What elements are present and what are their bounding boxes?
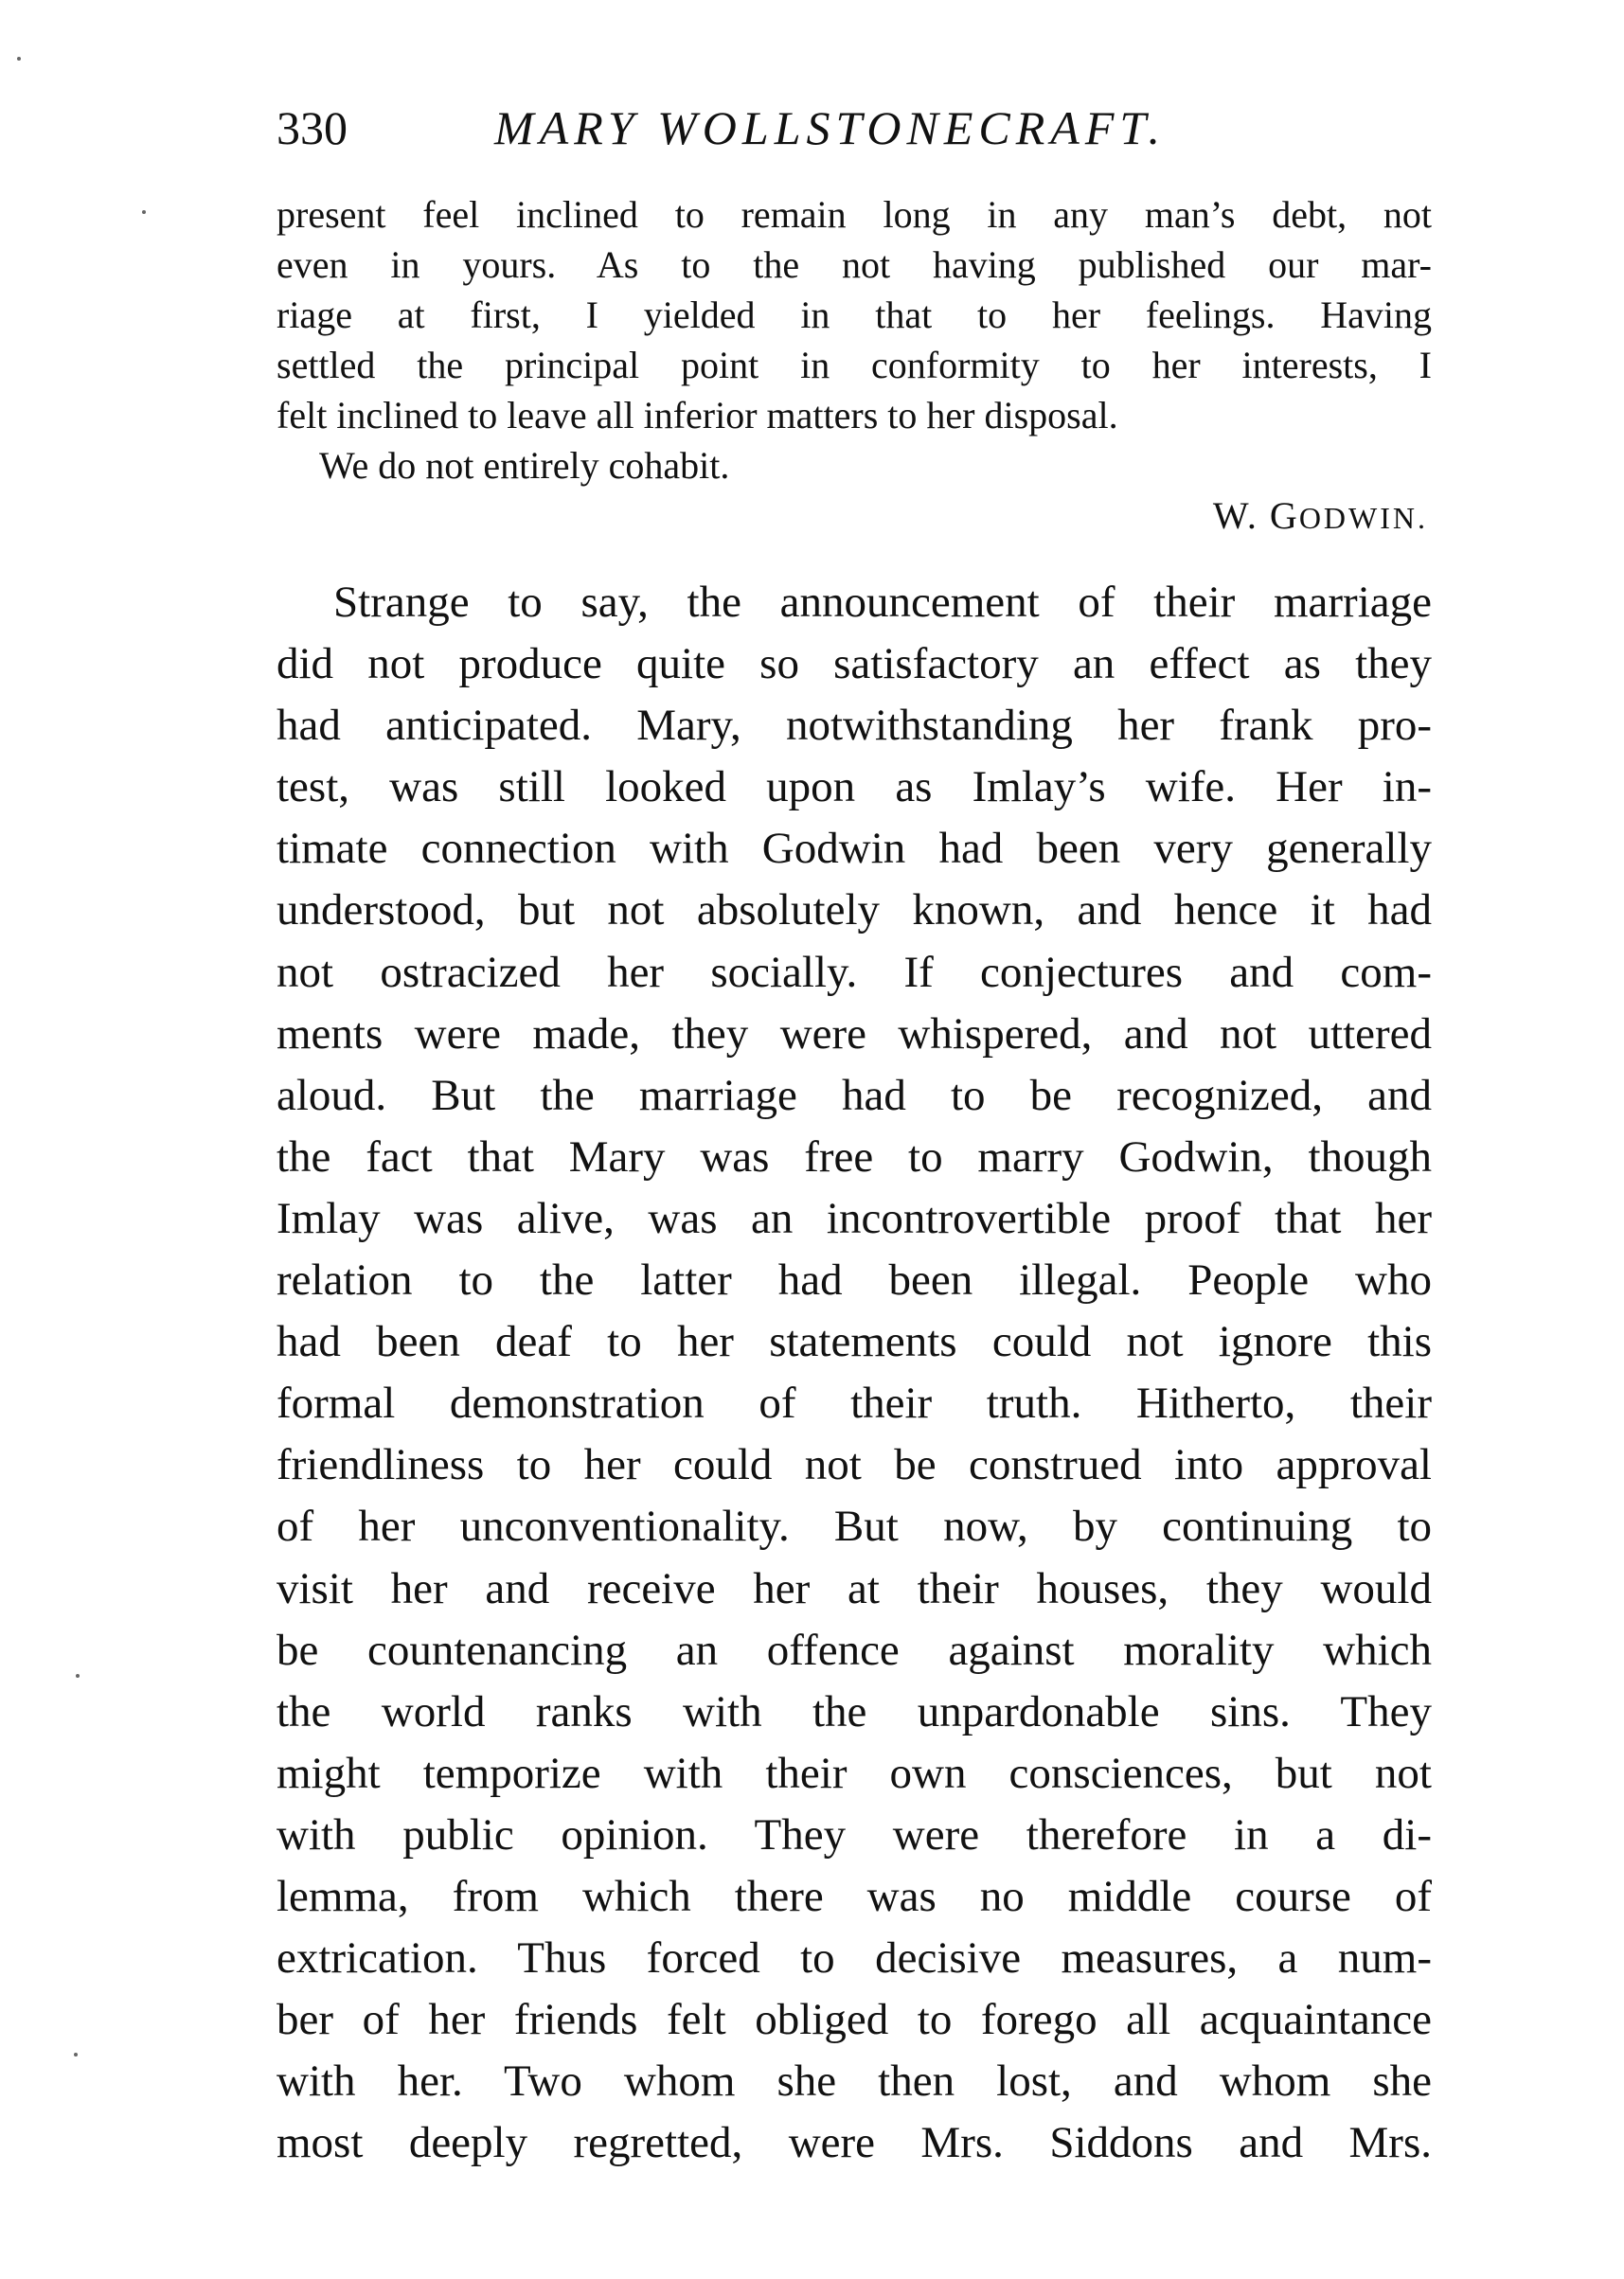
body-line: visit her and receive her at their houses, they would <box>277 1563 1432 1613</box>
body-line: Imlay was alive, was an incontrovertible proof that her <box>277 1193 1432 1243</box>
body-line: with her. Two whom she then lost, and whom she <box>277 2056 1432 2107</box>
body-line: might temporize with their own consciences, but not <box>277 1748 1432 1798</box>
paper-speck <box>142 210 146 214</box>
body-line: be countenancing an offence against morality which <box>277 1625 1432 1675</box>
body-line: not ostracized her socially. If conjectures and com- <box>277 947 1432 997</box>
body-line: Strange to say, the announcement of their marriage <box>333 578 1432 627</box>
body-line: formal demonstration of their truth. Hitherto, their <box>277 1379 1432 1429</box>
running-head <box>277 90 1432 166</box>
paper-speck <box>76 1674 80 1678</box>
body-line: understood, but not absolutely known, and hence it had <box>277 885 1432 935</box>
letter-line: present feel inclined to remain long in any man’s debt, not <box>277 193 1432 236</box>
signature-initial: W. G <box>1212 494 1299 537</box>
signature-surname: ODWIN. <box>1298 501 1428 535</box>
body-line: had anticipated. Mary, notwithstanding her frank pro- <box>277 701 1432 751</box>
paper-speck <box>74 2053 78 2056</box>
page-number: 330 <box>277 101 348 154</box>
body-line: relation to the latter had been illegal. People who <box>277 1255 1432 1306</box>
body-line: ber of her friends felt obliged to forego all acquaintance <box>277 1995 1432 2045</box>
letter-line: riage at first, I yielded in that to her feelings. Having <box>277 294 1432 336</box>
letter-signature <box>277 490 1432 543</box>
body-line: did not produce quite so satisfactory an effect as they <box>277 639 1432 689</box>
running-title: MARY WOLLSTONECRAFT. <box>494 101 1166 154</box>
body-line: aloud. But the marriage had to be recognized, and <box>277 1070 1432 1120</box>
body-line: had been deaf to her statements could not ignore this <box>277 1317 1432 1367</box>
paper-speck <box>17 57 21 61</box>
body-line: ments were made, they were whispered, and not uttered <box>277 1008 1432 1059</box>
letter-line: felt inclined to leave all inferior matters to her disposal. <box>277 394 1118 436</box>
letter-line: even in yours. As to the not having published our mar- <box>277 243 1432 286</box>
letter-line: settled the principal point in conformity to her interests, I <box>277 344 1432 386</box>
body-line: test, was still looked upon as Imlay’s wife. Her in- <box>277 762 1432 812</box>
body-line: extrication. Thus forced to decisive measures, a num- <box>277 1933 1432 1984</box>
body-line: most deeply regretted, were Mrs. Siddons and Mrs. <box>277 2118 1432 2168</box>
body-line: the fact that Mary was free to marry Godwin, though <box>277 1131 1432 1182</box>
body-line: lemma, from which there was no middle course of <box>277 1871 1432 1921</box>
body-line: friendliness to her could not be construed into approval <box>277 1440 1432 1490</box>
body-paragraph <box>277 572 1432 2174</box>
letter-closing-line: We do not entirely cohabit. <box>319 444 730 487</box>
body-line: with public opinion. They were therefore in a di- <box>277 1809 1432 1860</box>
letter-excerpt <box>277 189 1432 543</box>
body-line: the world ranks with the unpardonable sins. They <box>277 1686 1432 1736</box>
body-line: of her unconventionality. But now, by continuing to <box>277 1502 1432 1552</box>
body-line: timate connection with Godwin had been very generally <box>277 824 1432 874</box>
